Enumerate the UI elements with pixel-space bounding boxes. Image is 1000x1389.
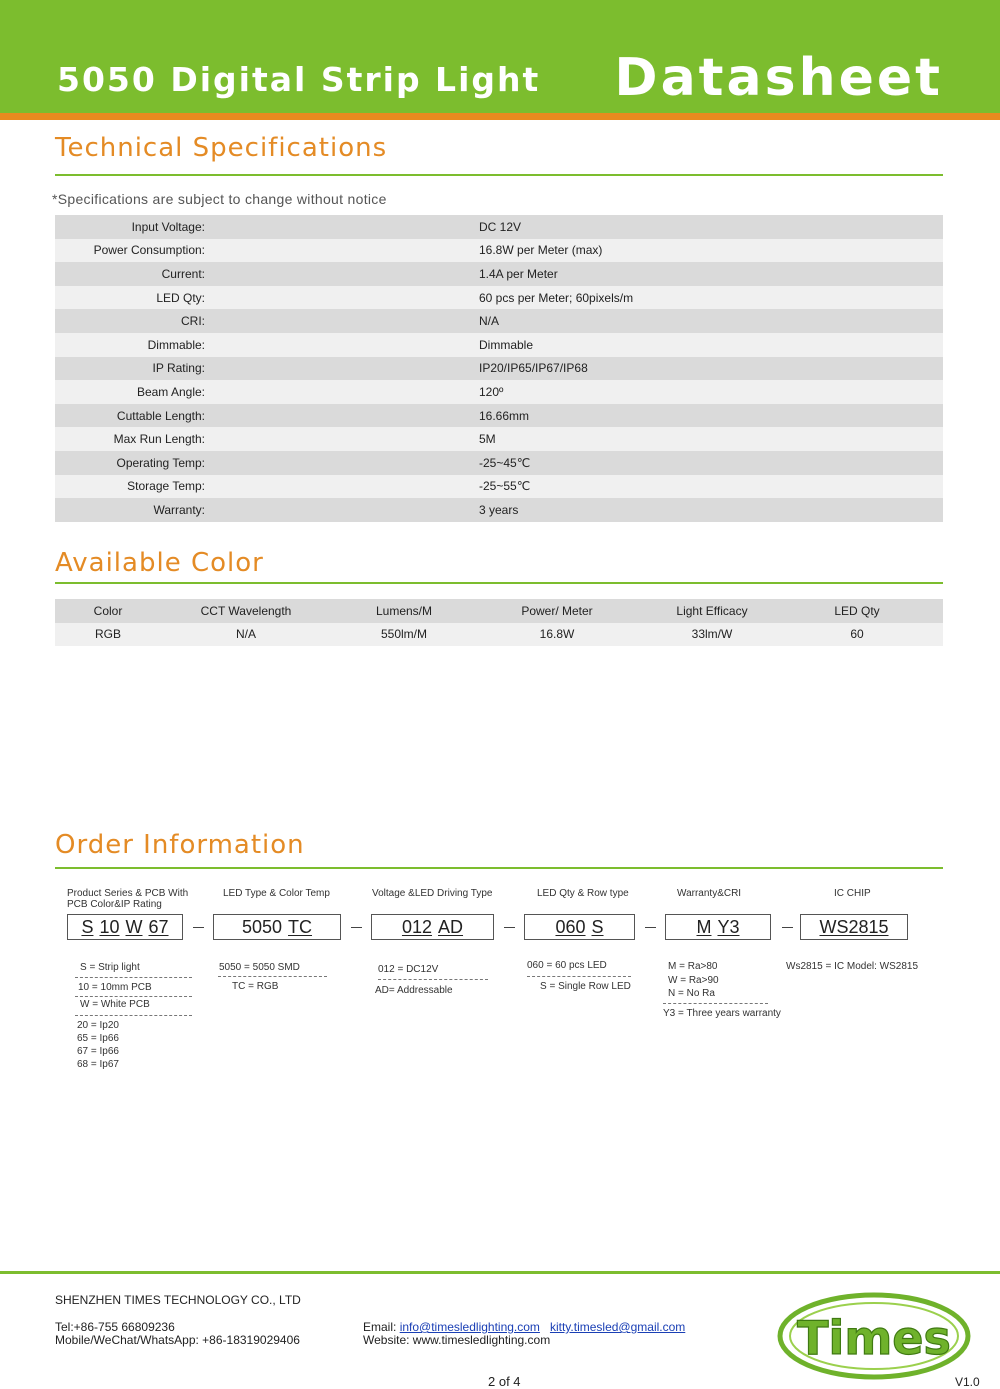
- spec-row: [55, 286, 943, 310]
- section-rule: [55, 867, 943, 869]
- legend-divider: [218, 976, 327, 977]
- color-table: [55, 599, 943, 646]
- column-header: CCT Wavelength: [200, 603, 292, 618]
- spec-label: Dimmable:: [147, 337, 205, 352]
- order-group-label: Warranty&CRI: [677, 888, 742, 899]
- email-link-kitty[interactable]: kitty.timesled@gmail.com: [549, 1320, 686, 1334]
- column-header: Light Efficacy: [676, 603, 748, 618]
- footer-rule: [0, 1271, 1000, 1274]
- order-code-box-ic-chip: [800, 914, 908, 940]
- code-part: 10: [99, 916, 120, 937]
- spec-value: 3 years: [479, 502, 519, 517]
- legend-item: 012 = DC12V: [378, 964, 439, 975]
- legend-item: S = Single Row LED: [540, 981, 631, 992]
- table-cell: RGB: [94, 627, 121, 642]
- spec-label: Max Run Length:: [113, 432, 205, 447]
- email-link-info[interactable]: info@timesledlighting.com: [399, 1320, 540, 1334]
- order-group-label: IC CHIP: [834, 888, 871, 899]
- code-part: M: [696, 916, 712, 937]
- legend-divider: [663, 1003, 768, 1004]
- column-header: Lumens/M: [375, 603, 433, 618]
- email-label: Email:: [363, 1320, 397, 1334]
- website: Website: www.timesledlighting.com: [363, 1333, 551, 1347]
- legend-divider: [75, 1015, 192, 1016]
- order-group-label: LED Type & Color Temp: [223, 888, 330, 899]
- header-stripe: [0, 113, 1000, 120]
- legend-item: Y3 = Three years warranty: [663, 1008, 781, 1019]
- spec-value: 60 pcs per Meter; 60pixels/m: [479, 290, 634, 305]
- section-rule: [55, 174, 943, 176]
- spec-label: CRI:: [181, 314, 205, 329]
- legend-item: 68 = Ip67: [77, 1059, 119, 1070]
- spec-label: Cuttable Length:: [116, 408, 205, 423]
- document-title: 5050 Digital Strip Light: [57, 60, 541, 99]
- spec-value: IP20/IP65/IP67/IP68: [479, 361, 588, 376]
- order-code-box-led-type: [213, 914, 341, 940]
- spec-table: [55, 215, 943, 522]
- spec-row: [55, 475, 943, 499]
- legend-item: W = Ra>90: [668, 975, 719, 986]
- spec-value: -25~55℃: [479, 479, 531, 494]
- code-part: Y3: [717, 916, 740, 937]
- times-logo: [776, 1290, 972, 1382]
- order-code-box-series: [67, 914, 183, 940]
- code-part: 5050: [241, 916, 283, 937]
- order-info-heading: Order Information: [55, 830, 305, 860]
- column-header: LED Qty: [834, 603, 880, 618]
- tech-specs-heading: Technical Specifications: [55, 133, 388, 163]
- code-separator: [504, 927, 515, 928]
- table-cell: 550lm/M: [380, 627, 427, 642]
- spec-value: 1.4A per Meter: [479, 266, 558, 281]
- code-part: AD: [438, 916, 464, 937]
- code-part: W: [125, 916, 143, 937]
- code-separator: [351, 927, 362, 928]
- table-cell: 60: [850, 627, 864, 642]
- mobile-contact: Mobile/WeChat/WhatsApp: +86-18319029406: [55, 1333, 300, 1347]
- code-part: WS2815: [819, 916, 889, 937]
- spec-label: Power Consumption:: [93, 243, 205, 258]
- company-name: SHENZHEN TIMES TECHNOLOGY CO., LTD: [55, 1293, 301, 1307]
- table-row: [55, 623, 943, 647]
- legend-item: S = Strip light: [80, 962, 140, 973]
- legend-divider: [378, 979, 488, 980]
- page-number: 2 of 4: [488, 1374, 521, 1389]
- spec-label: LED Qty:: [156, 290, 205, 305]
- spec-label: IP Rating:: [152, 361, 205, 376]
- order-code-box-led-qty: [524, 914, 635, 940]
- spec-row: [55, 498, 943, 522]
- legend-item: 5050 = 5050 SMD: [219, 962, 300, 973]
- version-label: V1.0: [955, 1375, 980, 1389]
- spec-value: 16.8W per Meter (max): [479, 243, 603, 258]
- code-part: 012: [401, 916, 433, 937]
- order-group-label: Product Series & PCB With PCB Color&IP Rating: [67, 888, 189, 910]
- spec-row: [55, 380, 943, 404]
- spec-row: [55, 427, 943, 451]
- code-separator: [645, 927, 656, 928]
- legend-item: 67 = Ip66: [77, 1046, 119, 1057]
- order-code-box-warranty: [665, 914, 771, 940]
- spec-value: N/A: [479, 314, 500, 329]
- code-part: S: [81, 916, 94, 937]
- legend-divider: [75, 996, 192, 997]
- legend-item: AD= Addressable: [375, 985, 453, 996]
- column-header: Power/ Meter: [521, 603, 593, 618]
- legend-divider: [75, 977, 192, 978]
- table-cell: 33lm/W: [691, 627, 733, 642]
- legend-item: TC = RGB: [232, 981, 279, 992]
- legend-divider: [527, 976, 631, 977]
- table-cell: 16.8W: [539, 627, 575, 642]
- color-table-header: [55, 599, 943, 623]
- spec-label: Beam Angle:: [136, 384, 205, 399]
- spec-value: -25~45℃: [479, 455, 531, 470]
- code-part: 060: [555, 916, 586, 937]
- spec-row: [55, 357, 943, 381]
- available-color-heading: Available Color: [55, 548, 264, 578]
- spec-value: DC 12V: [479, 219, 522, 234]
- spec-label: Operating Temp:: [116, 455, 205, 470]
- order-group-label: Voltage &LED Driving Type: [372, 888, 493, 899]
- spec-note: *Specifications are subject to change without notice: [52, 191, 387, 207]
- spec-row: [55, 451, 943, 475]
- section-rule: [55, 582, 943, 584]
- spec-row: [55, 309, 943, 333]
- spec-row: [55, 404, 943, 428]
- code-separator: [782, 927, 793, 928]
- spec-row: [55, 262, 943, 286]
- spec-value: 120º: [479, 384, 504, 399]
- legend-item: 65 = Ip66: [77, 1033, 119, 1044]
- column-header: Color: [93, 603, 123, 618]
- legend-item: M = Ra>80: [668, 961, 718, 972]
- legend-item: 10 = 10mm PCB: [78, 982, 152, 993]
- order-group-label: LED Qty & Row type: [537, 888, 629, 899]
- legend-item: N = No Ra: [668, 988, 715, 999]
- spec-label: Current:: [161, 266, 205, 281]
- table-cell: N/A: [235, 627, 256, 642]
- spec-label: Storage Temp:: [127, 479, 205, 494]
- legend-item: 20 = Ip20: [77, 1020, 119, 1031]
- order-code-box-voltage: [371, 914, 494, 940]
- spec-value: Dimmable: [479, 337, 534, 352]
- spec-value: 16.66mm: [479, 408, 530, 423]
- telephone: Tel:+86-755 66809236: [55, 1320, 175, 1334]
- spec-label: Input Voltage:: [131, 219, 205, 234]
- code-separator: [193, 927, 204, 928]
- legend-item: W = White PCB: [80, 999, 150, 1010]
- logo-text: Times: [797, 1311, 951, 1365]
- code-part: TC: [288, 916, 313, 937]
- spec-row: [55, 215, 943, 239]
- spec-row: [55, 239, 943, 263]
- spec-value: 5M: [479, 432, 496, 447]
- code-part: S: [591, 916, 604, 937]
- email-line: [363, 1320, 685, 1334]
- legend-item: Ws2815 = IC Model: WS2815: [786, 961, 919, 972]
- datasheet-label: Datasheet: [614, 48, 943, 108]
- spec-row: [55, 333, 943, 357]
- code-part: 67: [148, 916, 169, 937]
- legend-item: 060 = 60 pcs LED: [527, 960, 607, 971]
- spec-label: Warranty:: [153, 502, 205, 517]
